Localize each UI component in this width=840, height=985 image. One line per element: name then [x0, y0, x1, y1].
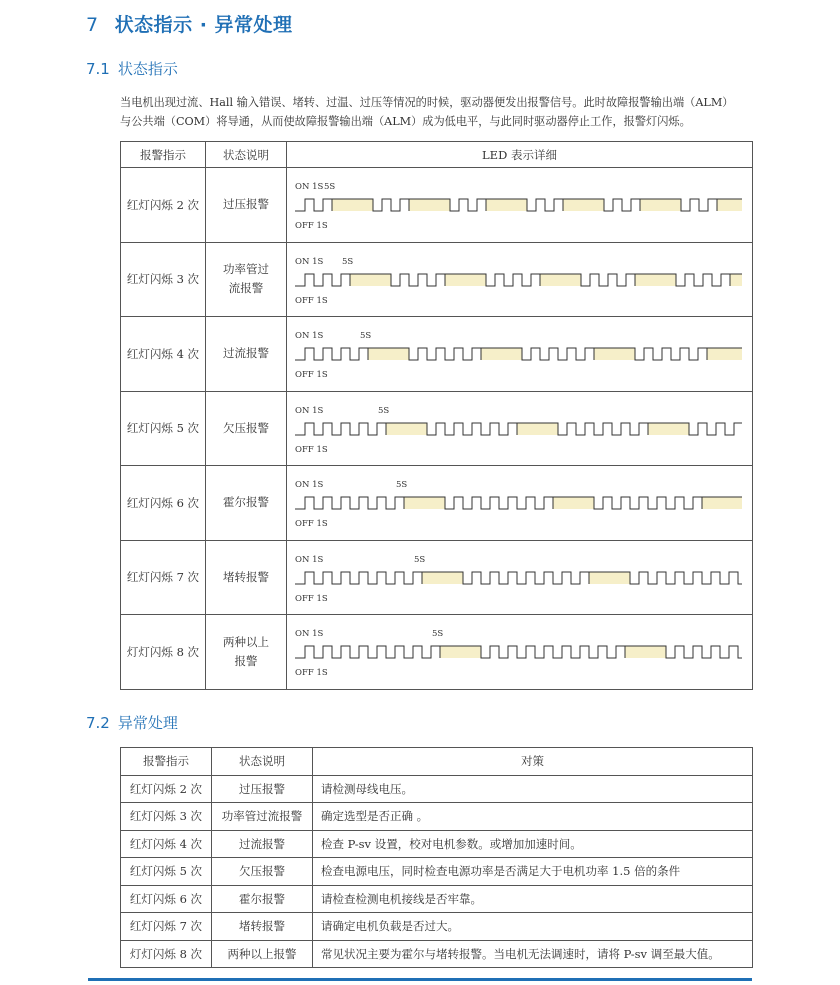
alarm-indicator-cell: 灯灯闪烁 8 次 [121, 615, 206, 690]
alarm-indicator-cell: 红灯闪烁 4 次 [121, 830, 212, 858]
status-description-cell: 功率管过流报警 [212, 803, 313, 831]
gap-label: 5S [396, 480, 408, 491]
action-cell: 请确定电机负载是否过大。 [313, 913, 753, 941]
header-alarm: 报警指示 [121, 142, 206, 168]
gap-highlight [540, 274, 581, 286]
on-label: ON 1S [295, 629, 324, 640]
intro-line-2: 与公共端（COM）将导通，从而使故障报警输出端（ALM）成为低电平，与此同时驱动器停止工作，报警灯闪烁。 [120, 115, 691, 128]
status-description-cell: 霍尔报警 [206, 466, 287, 541]
table-row [121, 615, 753, 690]
led-waveform [287, 243, 751, 316]
subsection-number: 7.2 [86, 714, 110, 732]
action-cell: 常见状况主要为霍尔与堵转报警。当电机无法调速时，请将 P-sv 调至最大值。 [313, 940, 753, 968]
led-waveform-cell [287, 540, 753, 615]
gap-highlight [563, 199, 604, 211]
subsection-title-text: 异常处理 [117, 714, 178, 732]
gap-label: 5S [378, 405, 390, 416]
gap-label: 5S [360, 331, 372, 342]
status-description-cell: 欠压报警 [206, 391, 287, 466]
gap-highlight [553, 497, 594, 509]
subsection-number: 7.1 [86, 60, 110, 78]
table-row [121, 830, 753, 858]
action-cell: 请检查检测电机接线是否牢靠。 [313, 885, 753, 913]
intro-line-1: 当电机出现过流、Hall 输入错误、堵转、过温、过压等情况的时候，驱动器便发出报警信号。此时故障报警输出端（ALM） [120, 96, 734, 109]
subsection-title-text: 状态指示 [117, 60, 178, 78]
gap-highlight [486, 199, 527, 211]
table-header-row [121, 748, 753, 776]
led-waveform-cell [287, 168, 753, 243]
table-row [121, 913, 753, 941]
gap-highlight [368, 348, 409, 360]
on-label: ON 1S [295, 331, 324, 342]
on-label: ON 1S [295, 256, 324, 267]
off-label: OFF 1S [295, 370, 328, 381]
footer-divider [88, 978, 752, 981]
signal-line [295, 497, 742, 509]
table-row [121, 391, 753, 466]
led-waveform-cell [287, 317, 753, 392]
table-row [121, 885, 753, 913]
table-row [121, 317, 753, 392]
led-waveform [287, 168, 751, 241]
signal-line [295, 572, 742, 584]
subsection-title-abnormal [86, 712, 178, 733]
action-cell: 检查 P-sv 设置，校对电机参数。或增加加速时间。 [313, 830, 753, 858]
status-description-cell: 过流报警 [212, 830, 313, 858]
alarm-indicator-cell: 红灯闪烁 3 次 [121, 803, 212, 831]
alarm-indicator-cell: 红灯闪烁 5 次 [121, 391, 206, 466]
alarm-indicator-cell: 红灯闪烁 2 次 [121, 775, 212, 803]
gap-highlight [386, 423, 427, 435]
led-waveform [287, 466, 751, 539]
table-header-row [121, 142, 753, 168]
status-description-cell: 欠压报警 [212, 858, 313, 886]
alarm-indicator-cell: 灯灯闪烁 8 次 [121, 940, 212, 968]
off-label: OFF 1S [295, 221, 328, 232]
gap-highlight [589, 572, 630, 584]
status-description-cell: 两种以上报警 [206, 615, 287, 690]
gap-highlight [404, 497, 445, 509]
led-waveform [287, 392, 751, 465]
on-label: ON 1S [295, 554, 324, 565]
gap-highlight [717, 199, 742, 211]
table-row [121, 775, 753, 803]
alarm-indicator-cell: 红灯闪烁 4 次 [121, 317, 206, 392]
subsection-title-status [86, 58, 178, 79]
gap-highlight [635, 274, 676, 286]
on-label: ON 1S [295, 405, 324, 416]
off-label: OFF 1S [295, 668, 328, 679]
on-label: ON 1S [295, 480, 324, 491]
signal-line [295, 646, 742, 658]
led-waveform-cell [287, 466, 753, 541]
off-label: OFF 1S [295, 593, 328, 604]
action-cell: 检查电源电压，同时检查电源功率是否满足大于电机功率 1.5 倍的条件 [313, 858, 753, 886]
led-waveform-cell [287, 242, 753, 317]
alarm-indicator-cell: 红灯闪烁 5 次 [121, 858, 212, 886]
gap-highlight [350, 274, 391, 286]
action-cell: 确定选型是否正确 。 [313, 803, 753, 831]
table-row [121, 803, 753, 831]
off-label: OFF 1S [295, 295, 328, 306]
led-waveform [287, 615, 751, 688]
status-description-cell: 功率管过流报警 [206, 242, 287, 317]
status-description-cell: 霍尔报警 [212, 885, 313, 913]
alarm-indicator-cell: 红灯闪烁 7 次 [121, 540, 206, 615]
status-description-cell: 堵转报警 [206, 540, 287, 615]
gap-highlight [481, 348, 522, 360]
intro-paragraph [120, 93, 760, 131]
gap-highlight [730, 274, 742, 286]
gap-highlight [440, 646, 481, 658]
table-row [121, 858, 753, 886]
gap-label: 5S [324, 182, 336, 193]
gap-highlight [648, 423, 689, 435]
status-description-cell: 过流报警 [206, 317, 287, 392]
table-row [121, 940, 753, 968]
gap-label: 5S [414, 554, 426, 565]
header-led: LED 表示详细 [287, 142, 753, 168]
header-alarm: 报警指示 [121, 748, 212, 776]
section-number: 7 [86, 14, 99, 36]
gap-highlight [625, 646, 666, 658]
action-cell: 请检测母线电压。 [313, 775, 753, 803]
table-row [121, 242, 753, 317]
alarm-indicator-cell: 红灯闪烁 3 次 [121, 242, 206, 317]
alarm-indicator-cell: 红灯闪烁 2 次 [121, 168, 206, 243]
off-label: OFF 1S [295, 519, 328, 530]
gap-highlight [332, 199, 373, 211]
led-waveform [287, 317, 751, 390]
gap-highlight [707, 348, 742, 360]
header-action: 对策 [313, 748, 753, 776]
status-description-cell: 过压报警 [212, 775, 313, 803]
gap-highlight [594, 348, 635, 360]
header-status: 状态说明 [212, 748, 313, 776]
table-row [121, 168, 753, 243]
gap-label: 5S [342, 256, 354, 267]
alarm-indicator-cell: 红灯闪烁 6 次 [121, 885, 212, 913]
gap-label: 5S [432, 629, 444, 640]
section-title-text: 状态指示 · 异常处理 [114, 14, 293, 36]
alarm-indicator-cell: 红灯闪烁 7 次 [121, 913, 212, 941]
alarm-indicator-cell: 红灯闪烁 6 次 [121, 466, 206, 541]
gap-highlight [517, 423, 558, 435]
table-row [121, 540, 753, 615]
gap-highlight [445, 274, 486, 286]
gap-highlight [702, 497, 742, 509]
abnormal-handling-table [120, 747, 753, 968]
off-label: OFF 1S [295, 444, 328, 455]
gap-highlight [640, 199, 681, 211]
status-description-cell: 堵转报警 [212, 913, 313, 941]
header-status: 状态说明 [206, 142, 287, 168]
section-title [86, 10, 293, 37]
led-waveform-cell [287, 391, 753, 466]
gap-highlight [409, 199, 450, 211]
led-waveform [287, 541, 751, 614]
status-description-cell: 过压报警 [206, 168, 287, 243]
table-row [121, 466, 753, 541]
status-description-cell: 两种以上报警 [212, 940, 313, 968]
status-indicator-table [120, 141, 753, 690]
on-label: ON 1S [295, 182, 324, 193]
gap-highlight [422, 572, 463, 584]
led-waveform-cell [287, 615, 753, 690]
